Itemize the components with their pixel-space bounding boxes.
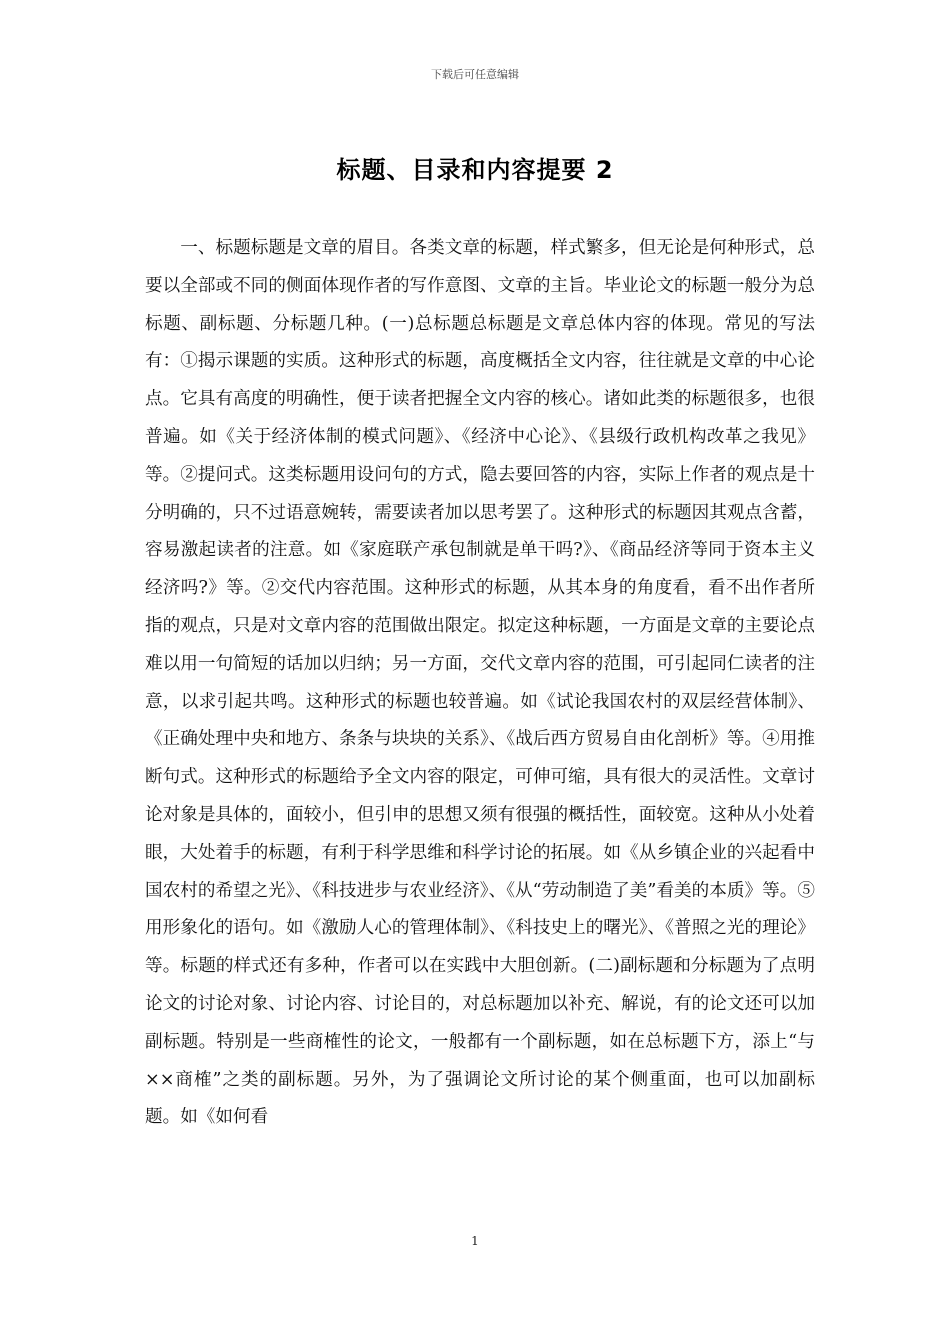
page-number: 1	[471, 1234, 479, 1248]
body-paragraph: 一、标题标题是文章的眉目。各类文章的标题，样式繁多，但无论是何种形式，总要以全部或不同的侧面体现作者的写作意图、文章的主旨。毕业论文的标题一般分为总标题、副标题、分标题几种。(一)总标题总标题是文章总体内容的体现。常见的写法有：①揭示课题的实质。这种形式的标题，高度概括全文内容，往往就是文章的中心论点。它具有高度的明确性，便于读者把握全文内容的核心。诸如此类的标题很多，也很普遍。如《关于经济体制的模式问题》、《经济中心论》、《县级行政机构改革之我见》等。②提问式。这类标题用设问句的方式，隐去要回答的内容，实际上作者的观点是十分明确的，只不过语意婉转，需要读者加以思考罢了。这种形式的标题因其观点含蓄，容易激起读者的注意。如《家庭联产承包制就是单干吗?》、《商品经济等同于资本主义经济吗?》等。②交代内容范围。这种形式的标题，从其本身的角度看，看不出作者所指的观点，只是对文章内容的范围做出限定。拟定这种标题，一方面是文章的主要论点难以用一句简短的话加以归纳；另一方面，交代文章内容的范围，可引起同仁读者的注意，以求引起共鸣。这种形式的标题也较普遍。如《试论我国农村的双层经营体制》、《正确处理中央和地方、条条与块块的关系》、《战后西方贸易自由化剖析》等。④用推断句式。这种形式的标题给予全文内容的限定，可伸可缩，具有很大的灵活性。文章讨论对象是具体的，面较小，但引申的思想又须有很强的概括性，面较宽。这种从小处着眼，大处着手的标题，有利于科学思维和科学讨论的拓展。如《从乡镇企业的兴起看中国农村的希望之光》、《科技进步与农业经济》、《从“劳动制造了美”看美的本质》等。⑤用形象化的语句。如《激励人心的管理体制》、《科技史上的曙光》、《普照之光的理论》等。标题的样式还有多种，作者可以在实践中大胆创新。(二)副标题和分标题为了点明论文的讨论对象、讨论内容、讨论目的，对总标题加以补充、解说，有的论文还可以加副标题。特别是一些商榷性的论文，一般都有一个副标题，如在总标题下方，添上“与××商榷”之类的副标题。另外，为了强调论文所讨论的某个侧重面，也可以加副标题。如《如何看	[145, 238, 815, 1128]
header-note: 下载后可任意编辑	[431, 68, 519, 81]
document-title: 标题、目录和内容提要 2	[336, 156, 614, 184]
